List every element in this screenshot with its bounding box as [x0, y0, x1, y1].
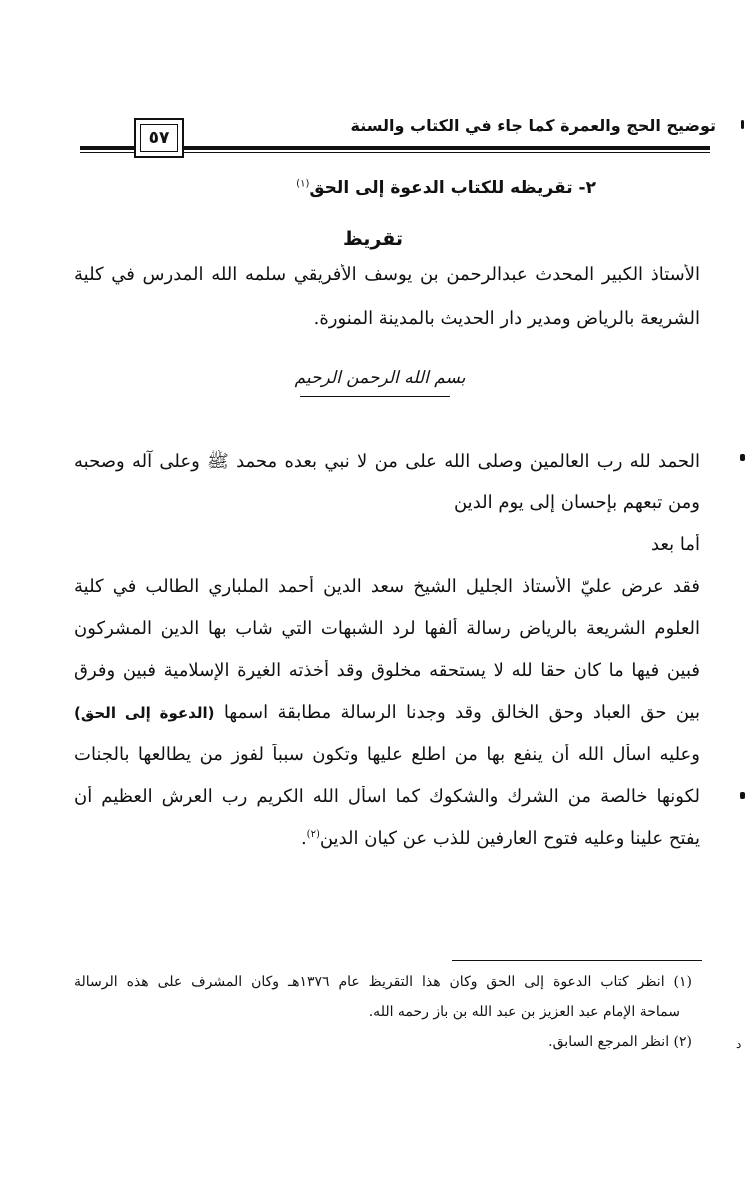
heading-footnote-ref: (١)	[296, 178, 310, 190]
body-line-3: أما بعد	[651, 534, 700, 555]
intro-line-2: الشريعة بالرياض ومدير دار الحديث بالمدينة المنورة.	[313, 308, 700, 329]
book-title-inline: (الدعوة إلى الحق)	[74, 704, 215, 722]
body-footnote-ref: (٢)	[306, 829, 320, 840]
body-line-2: ومن تبعهم بإحسان إلى يوم الدين	[453, 492, 700, 513]
basmala-calligraphy: بسم الله الرحمن الرحيم	[294, 368, 466, 388]
page-number-box	[134, 118, 184, 158]
body-line-8: وعليه اسأل الله أن ينفع بها من اطلع عليها وتكون سبباً لفوز من يطالعها بالجنات	[74, 744, 700, 765]
section-heading-text: ٢- تقريظه للكتاب الدعوة إلى الحق	[309, 178, 596, 198]
running-header-title: توضيح الحج والعمرة كما جاء في الكتاب والسنة	[350, 116, 716, 135]
footnote-1-line-2: سماحة الإمام عبد العزيز بن عبد الله بن باز رحمه الله.	[368, 1004, 680, 1020]
body-line-7	[74, 702, 700, 723]
footnote-rule	[452, 960, 702, 961]
body-line-5: العلوم الشريعة بالرياض رسالة ألفها لرد الشبهات التي شاب بها الدين المشركون	[74, 618, 700, 639]
footnote-1-line-1: (١) انظر كتاب الدعوة إلى الحق وكان هذا التقريظ عام ١٣٧٦هـ وكان المشرف على هذه الرسالة	[74, 974, 692, 990]
intro-line-1: الأستاذ الكبير المحدث عبدالرحمن بن يوسف الأفريقي سلمه الله المدرس في كلية	[74, 264, 700, 285]
body-line-1: الحمد لله رب العالمين وصلى الله على من لا نبي بعده محمد ﷺ وعلى آله وصحبه	[74, 451, 700, 472]
basmala-stroke	[300, 396, 450, 397]
edge-mark	[741, 120, 744, 129]
body-line-6: فبين فيها ما كان حقا لله لا يستحقه مخلوق وقد أخذته الغيرة الإسلامية فبين وفرق	[74, 660, 700, 681]
body-line-4: فقد عرض عليّ الأستاذ الجليل الشيخ سعد الدين أحمد الملباري الطالب في كلية	[74, 576, 700, 597]
body-line-7-text: بين حق العباد وحق الخالق وقد وجدنا الرسالة مطابقة اسمها	[214, 702, 700, 723]
footnote-2: (٢) انظر المرجع السابق.	[548, 1034, 692, 1050]
body-line-10	[74, 828, 700, 849]
edge-letter: د	[736, 1037, 742, 1051]
section-heading	[176, 178, 596, 198]
body-line-9: لكونها خالصة من الشرك والشكوك كما اسأل الله الكريم رب العرش العظيم أن	[74, 786, 700, 807]
body-line-10-text: يفتح علينا وعليه فتوح العارفين للذب عن كيان الدين	[319, 828, 700, 849]
body-line-10-end: .	[300, 828, 307, 849]
page-number: ٥٧	[140, 124, 178, 152]
edge-mark	[740, 792, 745, 799]
section-subheading: تقريظ	[342, 228, 404, 250]
edge-mark	[740, 454, 745, 461]
